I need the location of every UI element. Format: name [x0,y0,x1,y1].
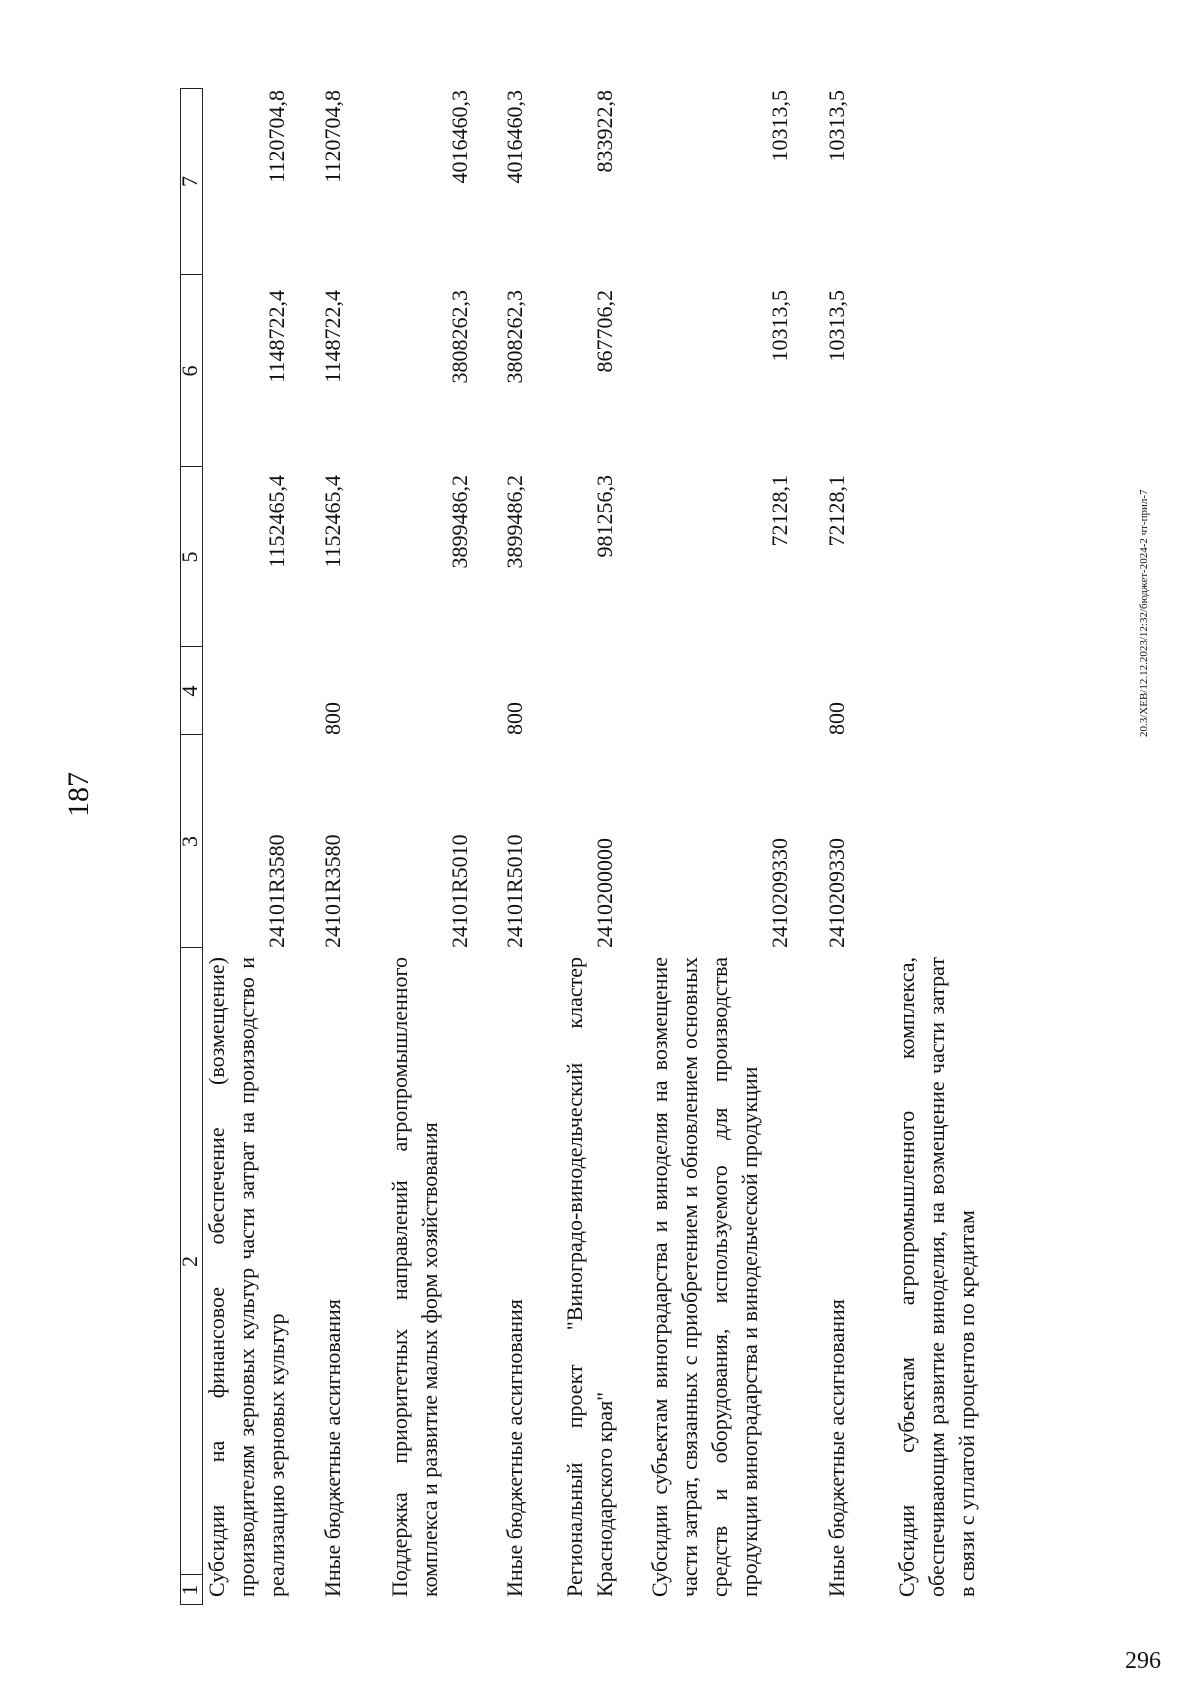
row-code: 24101R5010 [502,834,527,948]
file-stamp: 20.3/ХЕВ/12.12.2023/12:32/бюджет-2024-2 чт-прил-7 [1138,489,1150,737]
page-number-bottom: 296 [1125,1648,1161,1674]
header-col-7: 7 [177,176,202,187]
row-description: Иные бюджетные ассигнования [824,1299,849,1597]
row-description: Субсидии на финансовое обеспечение (возмещение) производителям зерновых культур части затрат на производство и реализацию зерновых культур [204,957,289,1597]
row-code: 2410200000 [592,838,617,948]
row-value-col6: 3808262,3 [502,290,527,384]
row-description: Иные бюджетные ассигнования [320,1299,345,1597]
row-value-col6: 3808262,3 [447,290,472,384]
row-type: 800 [320,702,345,735]
row-value-col5: 72128,1 [824,475,849,547]
header-col-4: 4 [177,685,202,697]
row-description: Поддержка приоритетных направлений агропромышленного комплекса и развитие малых форм хозяйствования [387,957,442,1597]
row-description: Иные бюджетные ассигнования [502,1299,527,1597]
header-col-5: 5 [177,551,202,563]
header-col-1: 1 [177,1584,202,1596]
row-value-col7: 10313,5 [824,90,849,162]
header-col-3: 3 [177,836,202,847]
row-value-col7: 833922,8 [592,90,617,173]
row-value-col5: 1152465,4 [320,475,345,568]
row-type: 800 [824,702,849,735]
row-value-col7: 4016460,3 [502,90,527,184]
row-description: Региональный проект "Виноградо-винодельческий кластер Краснодарского края" [562,957,617,1597]
header-col-2: 2 [177,1256,202,1267]
row-value-col7: 4016460,3 [447,90,472,184]
row-value-col5: 72128,1 [767,475,792,547]
row-value-col5: 3899486,2 [447,475,472,569]
row-description: Субсидии субъектам виноградарства и виноделия на возмещение части затрат, связанных с приобретением и обновлением основных средств и оборудования, используемого для производства продукции виноградарства и винодельческой продукции [647,957,762,1597]
row-code: 24101R3580 [264,834,289,948]
row-value-col6: 867706,2 [592,290,617,373]
row-value-col5: 1152465,4 [264,475,289,568]
row-value-col5: 981256,3 [592,475,617,558]
row-type: 800 [502,702,527,735]
row-description: Субсидии субъектам агропромышленного комплекса, обеспечивающим развитие виноделия, на возмещение части затрат в связи с уплатой процентов по кредитам [894,957,979,1597]
row-value-col7: 1120704,8 [320,90,345,183]
row-value-col6: 10313,5 [767,290,792,362]
row-code: 2410209330 [824,838,849,948]
row-code: 24101R3580 [320,834,345,948]
row-value-col5: 3899486,2 [502,475,527,569]
row-code: 24101R5010 [447,834,472,948]
row-value-col6: 1148722,4 [264,290,289,383]
page-number-top: 187 [62,772,95,817]
row-value-col7: 1120704,8 [264,90,289,183]
row-code: 2410209330 [767,838,792,948]
row-value-col6: 10313,5 [824,290,849,362]
row-value-col6: 1148722,4 [320,290,345,383]
budget-table [177,88,979,1605]
row-value-col7: 10313,5 [767,90,792,162]
header-col-6: 6 [177,365,202,377]
